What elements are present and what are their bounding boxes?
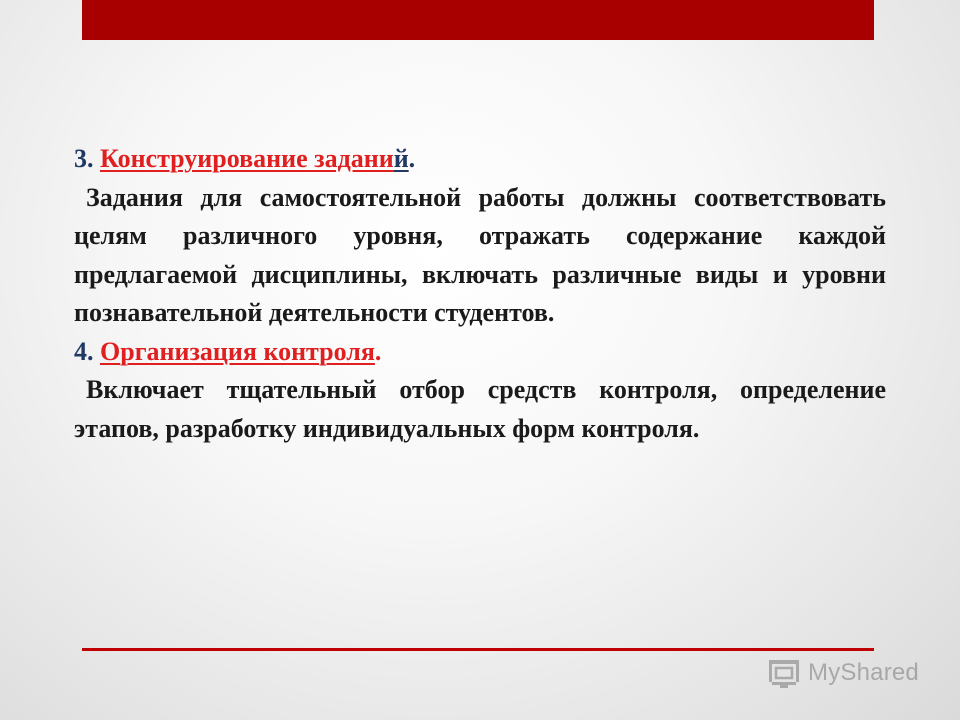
section-3-title-last: й (393, 144, 409, 173)
section-3-number: 3. (74, 144, 100, 173)
top-accent-bar (82, 0, 874, 40)
myshared-logo-icon (766, 658, 802, 688)
section-3-title-rest: онструирование задани (117, 144, 394, 173)
section-4-body: Включает тщательный отбор средств контроля, определение этапов, разработку индивидуальных форм контроля. (74, 375, 886, 443)
section-4-title-first: О (100, 336, 121, 366)
section-4-heading (74, 333, 886, 372)
slide-content (74, 140, 886, 448)
section-3-title-first: К (100, 144, 118, 173)
section-3-title-end: . (408, 144, 416, 173)
myshared-watermark (766, 656, 919, 690)
myshared-wordmark: MyShared (808, 659, 919, 686)
section-4-title-rest: рганизация контроля (120, 336, 375, 366)
section-4-title-end: . (374, 336, 382, 366)
section-4-number: 4. (74, 336, 100, 366)
section-3-heading (74, 140, 886, 179)
section-3-body: Задания для самостоятельной работы должны соответствовать целям различного уровня, отражать содержание каждой предлагаемой дисциплины, включать различные виды и уровни познавательной деятельности студентов. (74, 182, 886, 327)
bottom-accent-line (82, 648, 874, 651)
